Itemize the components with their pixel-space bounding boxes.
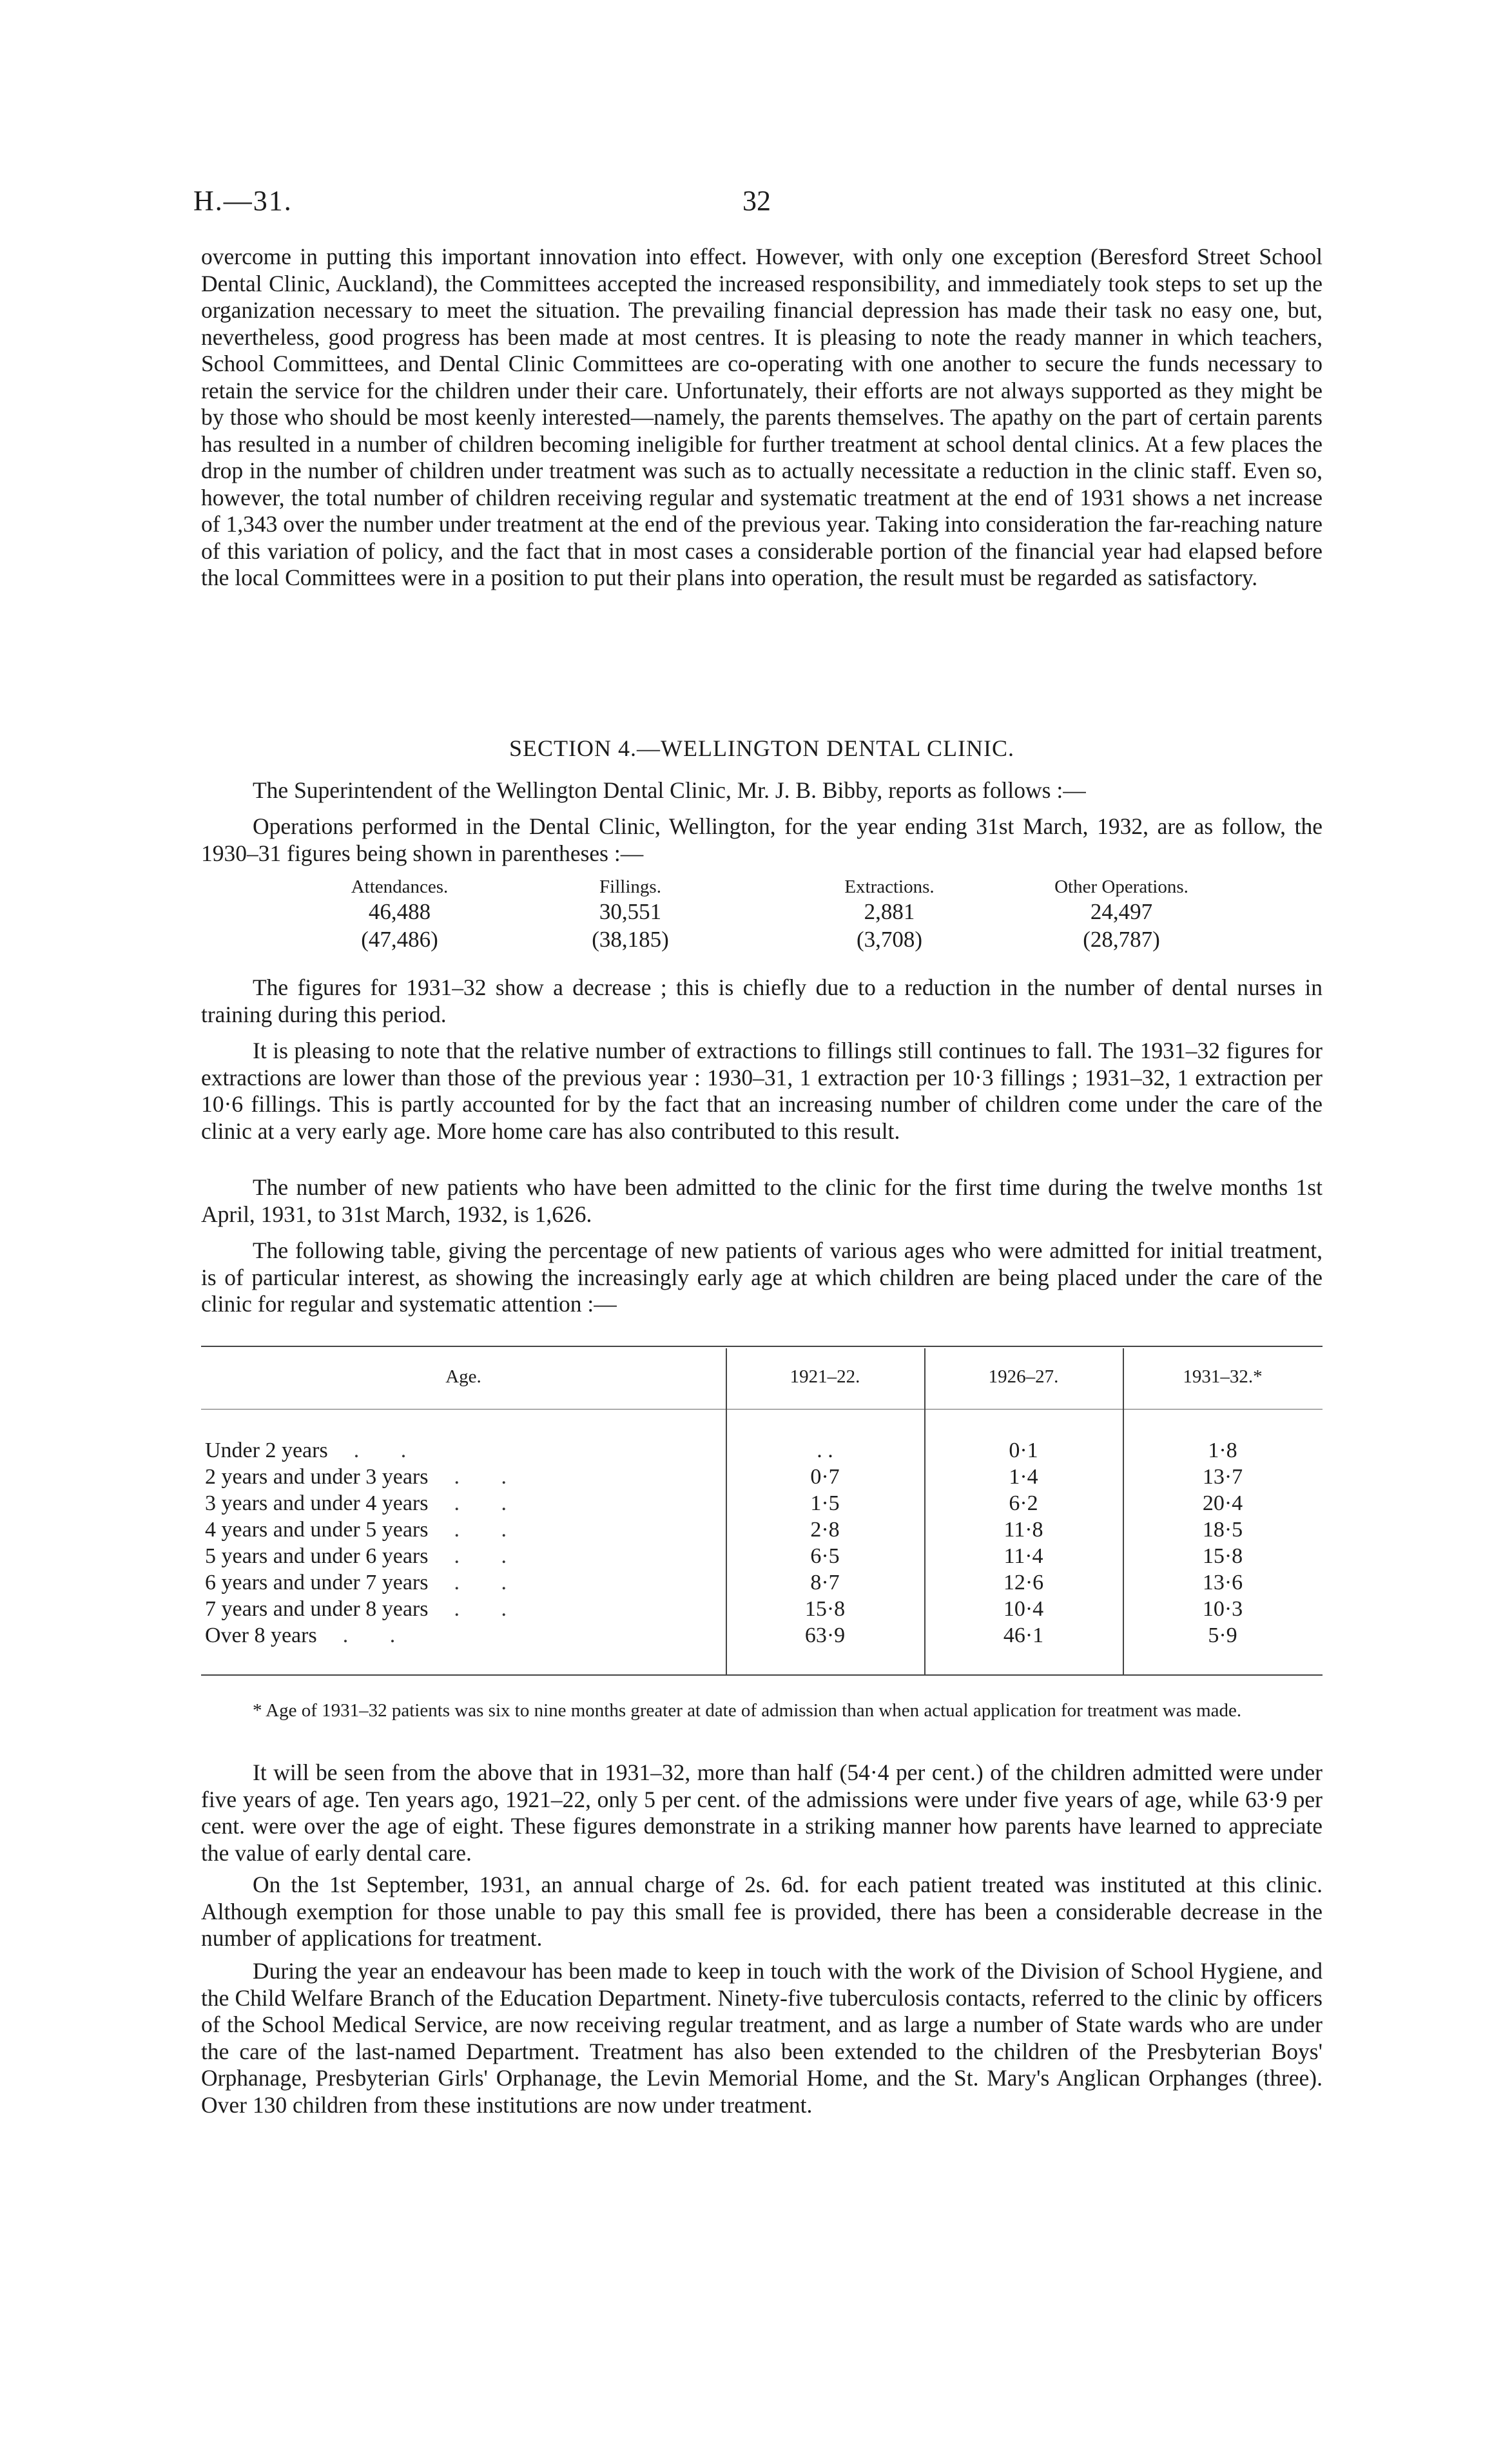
table-row-age	[205, 1543, 721, 1569]
leader-dots: . .	[454, 1544, 525, 1568]
leader-dots: . .	[342, 1623, 414, 1647]
table-row-age	[205, 1517, 721, 1543]
table-row-age	[205, 1490, 721, 1517]
table-row-age	[205, 1569, 721, 1596]
table-intro-paragraph: The following table, giving the percentage of new patients of various ages who were admitted for initial treatment, is of particular interest, as showing the increasingly early age at which children are being placed under the care of the clinic for regular and systematic attention :—	[201, 1237, 1323, 1317]
leader-dots: . .	[454, 1571, 525, 1594]
table-cell: 6·5	[810, 1544, 840, 1568]
table-cell: 2·8	[810, 1518, 840, 1542]
table-cell: 0·7	[810, 1465, 840, 1489]
leader-dots: . .	[454, 1465, 525, 1489]
half-paragraph: It will be seen from the above that in 1931–32, more than half (54·4 per cent.) of the children admitted were under five years of age. Ten years ago, 1921–22, only 5 per cent. of the admissions were under five years of age, while 63·9 per cent. were over the age of eight. These figures demonstrate in a striking manner how parents have learned to appreciate the value of early dental care.	[201, 1759, 1323, 1866]
charge-paragraph: On the 1st September, 1931, an annual charge of 2s. 6d. for each patient treated was instituted at this clinic. Although exemption for those unable to pay this small fee is provided, there has been a considerable decrease in the number of applications for treatment.	[201, 1872, 1323, 1951]
header-1926-27: 1926–27.	[988, 1366, 1059, 1387]
age-label: 7 years and under 8 years	[205, 1597, 429, 1621]
section-title: SECTION 4.—WELLINGTON DENTAL CLINIC.	[509, 735, 1014, 761]
table-cell: 11·8	[1003, 1518, 1043, 1542]
stat-current: 24,497	[1090, 899, 1153, 924]
stat-fillings	[514, 877, 746, 953]
stat-extractions	[773, 877, 1005, 953]
table-cell: 15·8	[804, 1597, 846, 1621]
superintendent-paragraph: The Superintendent of the Wellington Dental Clinic, Mr. J. B. Bibby, reports as follows :—	[253, 777, 1086, 803]
table-cell: 5·9	[1208, 1623, 1237, 1647]
leader-dots: . .	[353, 1439, 425, 1462]
column-1921-22	[726, 1437, 924, 1649]
stat-previous: (3,708)	[856, 927, 923, 952]
stat-previous: (38,185)	[592, 927, 669, 952]
stat-previous: (28,787)	[1083, 927, 1160, 952]
table-top-rule	[201, 1346, 1323, 1347]
age-label: Under 2 years	[205, 1439, 328, 1462]
intro-paragraph: overcome in putting this important innovation into effect. However, with only one exception (Beresford Street School Dental Clinic, Auckland), the Committees accepted the increased responsibility, and immediately took steps to set up the organization necessary to meet the situation. The prevailing financial depression has made their task no easy one, but, nevertheless, good progress has been made at most centres. It is pleasing to note the ready manner in which teachers, School Committees, and Dental Clinic Committees are co-operating with one another to secure the funds necessary to retain the service for the children under their care. Unfortunately, their efforts are not always supported as they might be by those who should be most keenly interested—namely, the parents themselves. The apathy on the part of certain parents has resulted in a number of children becoming ineligible for further treatment at school dental clinics. At a few places the drop in the number of children under treatment was such as to actually necessitate a reduction in the clinic staff. Even so, however, the total number of children receiving regular and systematic treatment at the end of 1931 shows a net increase of 1,343 over the number under treatment at the end of the previous year. Taking into consideration the far-reaching nature of this variation of policy, and the fact that in most cases a considerable portion of the financial year had elapsed before the local Committees were in a position to put their plans into operation, the result must be regarded as satisfactory.	[201, 244, 1323, 590]
stat-current: 46,488	[368, 899, 431, 924]
table-cell: 46·1	[1003, 1623, 1044, 1647]
header-1931-32: 1931–32.*	[1183, 1366, 1263, 1387]
table-cell: 13·7	[1202, 1465, 1243, 1489]
age-label: 4 years and under 5 years	[205, 1518, 429, 1542]
table-cell: 1·5	[810, 1491, 840, 1515]
leader-dots: . .	[454, 1491, 525, 1515]
stat-attendances	[284, 877, 516, 953]
table-cell: 1·4	[1009, 1465, 1038, 1489]
decrease-paragraph: The figures for 1931–32 show a decrease ; this is chiefly due to a reduction in the number of dental nurses in training during this period.	[201, 974, 1323, 1027]
age-column	[205, 1437, 721, 1649]
table-row-age	[205, 1464, 721, 1490]
ratio-paragraph: It is pleasing to note that the relative number of extractions to fillings still continues to fall. The 1931–32 figures for extractions are lower than those of the previous year : 1930–31, 1 extraction per 10·3 fillings ; 1931–32, 1 extraction per 10·6 fillings. This is partly accounted for by the fact that an increasing number of children come under the care of the clinic at a very early age. More home care has also contributed to this result.	[201, 1038, 1323, 1144]
table-row-age	[205, 1596, 721, 1622]
age-label: 2 years and under 3 years	[205, 1465, 429, 1489]
table-cell: 10·3	[1202, 1597, 1243, 1621]
table-cell: 6·2	[1009, 1491, 1038, 1515]
age-label: 3 years and under 4 years	[205, 1491, 429, 1515]
operations-paragraph: Operations performed in the Dental Clinic, Wellington, for the year ending 31st March, 1932, are as follow, the 1930–31 figures being shown in parentheses :—	[201, 813, 1323, 866]
header-1921-22: 1921–22.	[790, 1366, 860, 1387]
stat-label: Fillings.	[599, 877, 661, 897]
hygiene-paragraph: During the year an endeavour has been made to keep in touch with the work of the Division of School Hygiene, and the Child Welfare Branch of the Education Department. Ninety-five tuberculosis contacts, referred to the clinic by officers of the School Medical Service, are now receiving regular treatment, and as large a number of State wards who are under the care of the last-named Department. Treatment has also been extended to the children of the Presbyterian Boys' Orphanage, Presbyterian Girls' Orphanage, the Levin Memorial Home, and the St. Mary's Anglican Orphanges (three). Over 130 children from these institutions are now under treatment.	[201, 1958, 1323, 2118]
page-number: 32	[742, 185, 771, 217]
new-patients-paragraph: The number of new patients who have been admitted to the clinic for the first time during the twelve months 1st April, 1931, to 31st March, 1932, is 1,626.	[201, 1174, 1323, 1227]
page-reference: H.—31.	[193, 185, 293, 217]
table-cell: 18·5	[1202, 1518, 1243, 1542]
table-cell: 13·6	[1202, 1571, 1243, 1594]
table-header-rule	[201, 1409, 1323, 1410]
stat-current: 2,881	[864, 899, 915, 924]
age-label: 6 years and under 7 years	[205, 1571, 429, 1594]
stat-label: Extractions.	[844, 877, 935, 897]
table-cell: 63·9	[804, 1623, 846, 1647]
stat-current: 30,551	[599, 899, 662, 924]
table-row-age	[205, 1437, 721, 1464]
table-cell: 20·4	[1202, 1491, 1243, 1515]
table-cell: . .	[817, 1439, 833, 1462]
table-bottom-rule	[201, 1674, 1323, 1676]
table-cell: 1·8	[1208, 1439, 1237, 1462]
table-cell: 8·7	[810, 1571, 840, 1594]
table-footnote: * Age of 1931–32 patients was six to nine months greater at date of admission than when actual application for treatment was made.	[253, 1700, 1242, 1721]
table-cell: 0·1	[1009, 1439, 1038, 1462]
stat-previous: (47,486)	[361, 927, 438, 952]
stat-label: Attendances.	[351, 877, 449, 897]
age-label: Over 8 years	[205, 1623, 317, 1647]
column-1926-27	[924, 1437, 1123, 1649]
header-age: Age.	[445, 1366, 481, 1387]
age-label: 5 years and under 6 years	[205, 1544, 429, 1568]
leader-dots: . .	[454, 1597, 525, 1621]
table-cell: 12·6	[1003, 1571, 1044, 1594]
table-cell: 10·4	[1003, 1597, 1044, 1621]
table-row-age	[205, 1622, 721, 1649]
column-1931-32	[1123, 1437, 1323, 1649]
stat-label: Other Operations.	[1054, 877, 1188, 897]
table-cell: 15·8	[1202, 1544, 1243, 1568]
leader-dots: . .	[454, 1518, 525, 1542]
stat-other-operations	[1005, 877, 1237, 953]
table-cell: 11·4	[1003, 1544, 1043, 1568]
